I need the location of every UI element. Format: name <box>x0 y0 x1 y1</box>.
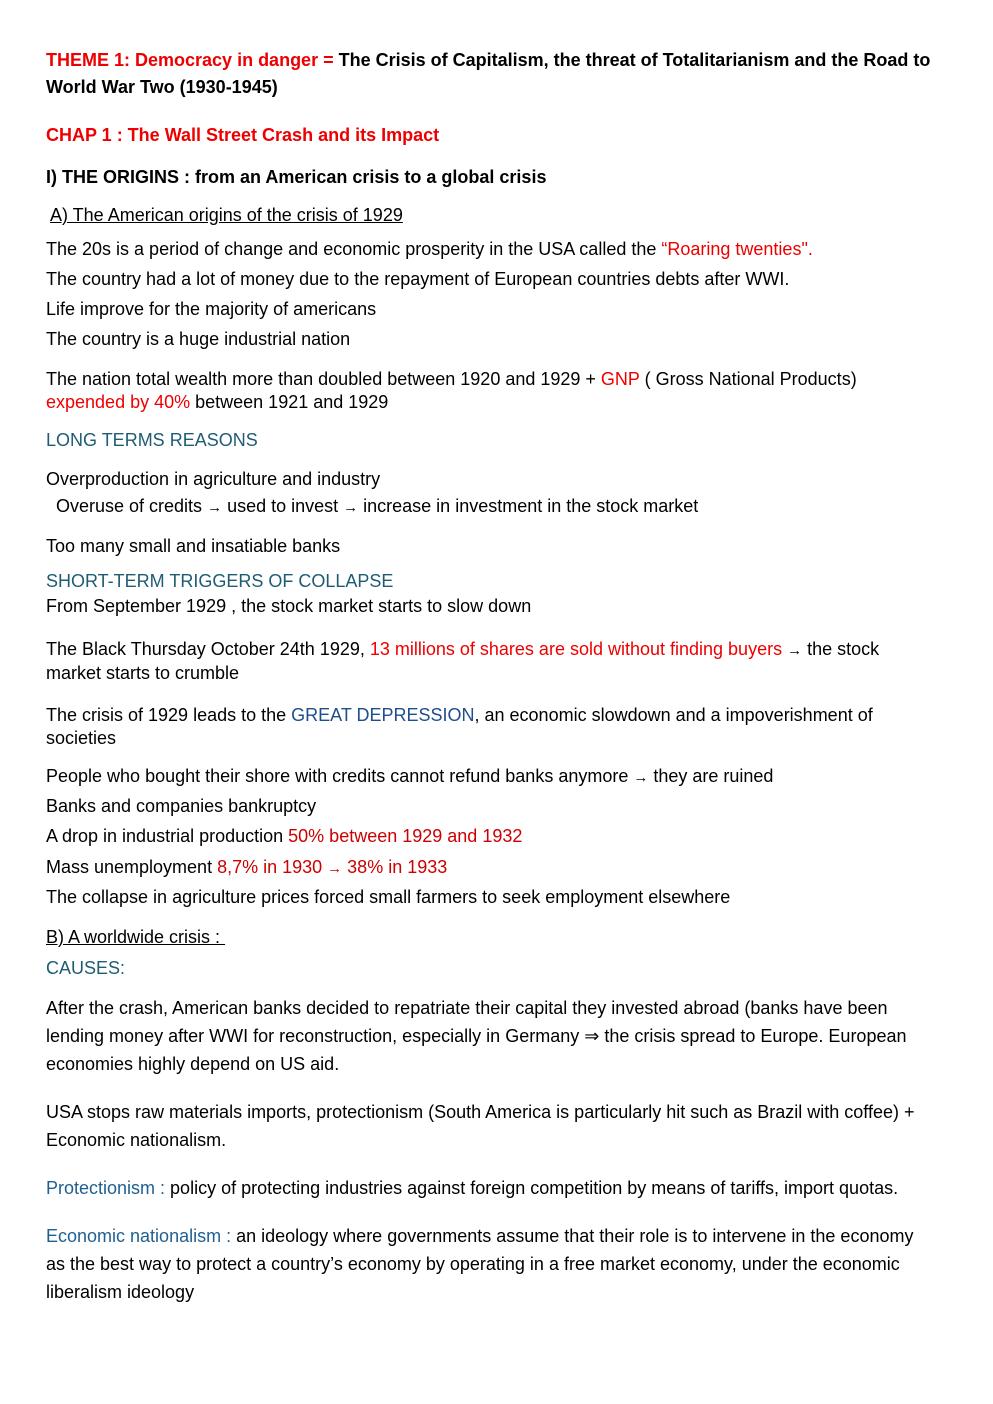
trigger-september: From September 1929 , the stock market starts to slow down <box>46 596 532 616</box>
term-economic-nationalism: Economic nationalism : <box>46 1226 232 1246</box>
heading-short-term-triggers: SHORT-TERM TRIGGERS OF COLLAPSE <box>46 571 394 591</box>
highlight-unemployment-1930: 8,7% in 1930 <box>217 857 328 877</box>
heading-long-terms-reasons: LONG TERMS REASONS <box>46 430 258 450</box>
text: The Black Thursday October 24th 1929, <box>46 639 370 659</box>
text: policy of protecting industries against foreign competition by means of tariffs, import quotas. <box>165 1178 899 1198</box>
paragraph-protectionism: USA stops raw materials imports, protectionism (South America is particularly hit such as Brazil with coffee) + Economic nationalism. <box>46 1102 915 1150</box>
section-heading-origins: I) THE ORIGINS : from an American crisis to a global crisis <box>46 167 547 187</box>
paragraph-money: The country had a lot of money due to the repayment of European countries debts after WWI. <box>46 269 790 289</box>
highlight-shares: 13 millions of shares are sold without finding buyers <box>369 639 783 659</box>
consequence-agriculture: The collapse in agriculture prices forced small farmers to seek employment elsewhere <box>46 887 731 907</box>
arrow-icon: → <box>327 860 343 877</box>
consequence-unemployment <box>46 856 936 880</box>
theme-title: The Crisis of Capitalism, the threat of Totalitarianism and the Road to World War Two (1930-1945) <box>46 50 931 97</box>
highlight-gnp: GNP <box>600 369 640 389</box>
text: , an economic slowdown and a impoverishment of societies <box>46 705 873 748</box>
trigger-black-thursday <box>46 638 936 684</box>
text: After the crash, American banks decided to repatriate their capital they invested abroad (banks have been lending money after WWI for reconstruction, especially in Germany <box>46 998 888 1046</box>
text: The 20s is a period of change and economic prosperity in the USA called the <box>46 239 662 259</box>
consequence-bankruptcy: Banks and companies bankruptcy <box>46 796 317 816</box>
highlight-expended: expended by 40% <box>46 392 191 412</box>
highlight-great-depression: GREAT DEPRESSION <box>291 705 475 725</box>
paragraph-wealth <box>46 368 936 414</box>
chapter-title: CHAP 1 : The Wall Street Crash and its Impact <box>46 125 440 145</box>
subsection-heading-b: B) A worldwide crisis : <box>46 927 226 947</box>
heading-causes: CAUSES: <box>46 958 126 978</box>
term-protectionism: Protectionism : <box>46 1178 166 1198</box>
definition-protectionism <box>46 1174 936 1202</box>
text: they are ruined <box>648 766 774 786</box>
arrow-icon: → <box>343 499 359 516</box>
reason-credits <box>56 495 946 519</box>
text: People who bought their shore with credits cannot refund banks anymore <box>46 766 634 786</box>
subsection-heading-a: A) The American origins of the crisis of 1929 <box>50 205 403 225</box>
arrow-icon: → <box>207 499 223 516</box>
reason-banks: Too many small and insatiable banks <box>46 536 341 556</box>
paragraph-roaring-twenties <box>46 238 936 261</box>
text: the stock market starts to crumble <box>46 639 880 683</box>
paragraph-industrial: The country is a huge industrial nation <box>46 329 351 349</box>
definition-economic-nationalism <box>46 1222 936 1306</box>
implies-icon: ⇒ <box>584 1026 600 1046</box>
reason-overproduction: Overproduction in agriculture and industry <box>46 469 381 489</box>
paragraph-great-depression <box>46 704 936 750</box>
text: between 1921 and 1929 <box>190 392 389 412</box>
text: the crisis spread to Europe. European economies highly depend on US aid. <box>46 1026 907 1074</box>
consequence-production <box>46 825 936 848</box>
text: The nation total wealth more than doubled between 1920 and 1929 + <box>46 369 601 389</box>
paragraph-repatriate <box>46 994 936 1078</box>
highlight-unemployment-1933: 38% in 1933 <box>342 857 448 877</box>
arrow-icon: → <box>787 642 803 659</box>
text: Mass unemployment <box>46 857 218 877</box>
consequence-credits <box>46 765 936 789</box>
text: The crisis of 1929 leads to the <box>46 705 292 725</box>
text: an ideology where governments assume that their role is to intervene in the economy as the best way to protect a country’s economy by operating in a free market economy, under the economic liberalism ideology <box>46 1226 914 1302</box>
text: ( Gross National Products) <box>639 369 857 389</box>
theme-heading <box>46 47 936 101</box>
theme-label: THEME 1: Democracy in danger = <box>46 50 339 70</box>
highlight-roaring-twenties: “Roaring twenties". <box>661 239 813 259</box>
text: Overuse of credits <box>56 496 208 516</box>
arrow-icon: → <box>633 769 649 786</box>
highlight-production-drop: 50% between 1929 and 1932 <box>288 826 523 846</box>
text: increase in investment in the stock market <box>358 496 699 516</box>
text: A drop in industrial production <box>46 826 289 846</box>
text: used to invest <box>222 496 344 516</box>
paragraph-life: Life improve for the majority of americans <box>46 299 377 319</box>
